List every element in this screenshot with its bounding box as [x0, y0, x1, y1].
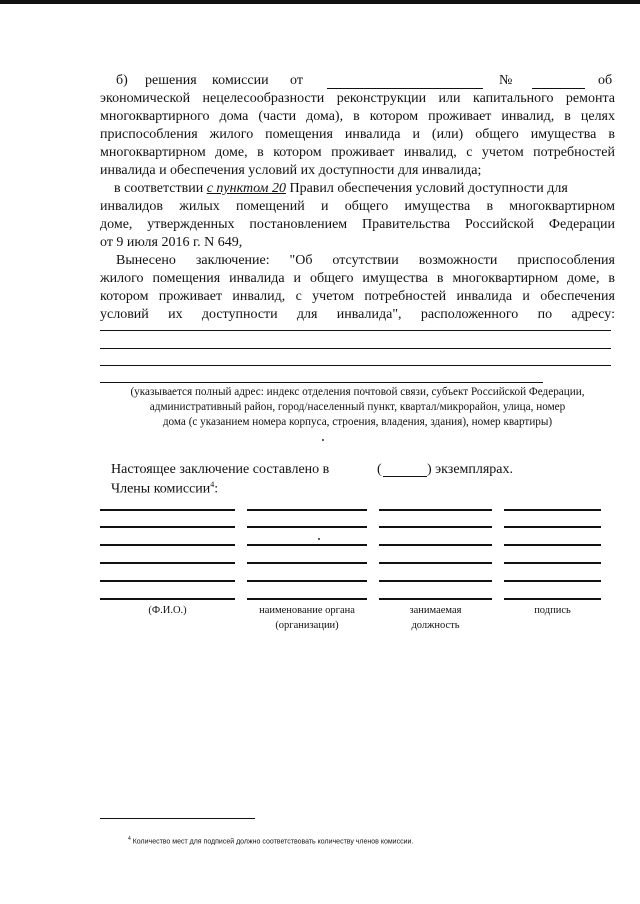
- decision-line: инвалида и обеспечения условий их доступности для инвалида;: [100, 163, 482, 178]
- decision-line: многоквартирном доме, в котором проживает инвалид, с учетом потребностей: [100, 145, 615, 160]
- basis-line: доме, утвержденных постановлением Правительства Российской Федерации: [100, 217, 615, 232]
- fio-line[interactable]: [100, 509, 235, 511]
- scan-speck: [322, 439, 324, 441]
- organization-line[interactable]: [247, 562, 367, 564]
- address-note: [100, 385, 615, 430]
- copies-count-blank[interactable]: [383, 462, 427, 477]
- organization-caption: [242, 603, 372, 633]
- members-label: [111, 480, 218, 497]
- footnote-rule: [100, 818, 255, 819]
- signature-line[interactable]: [504, 526, 601, 528]
- position-caption-line: занимаемая: [409, 605, 462, 616]
- organization-caption-line: наименование органа: [259, 605, 355, 616]
- position-line[interactable]: [379, 580, 492, 582]
- decision-date-blank: [327, 73, 483, 89]
- footnote-text: Количество мест для подписей должно соответствовать количеству членов комиссии.: [132, 838, 414, 846]
- members-label-colon: :: [214, 481, 219, 497]
- position-line[interactable]: [379, 598, 492, 600]
- scan-top-border: [0, 0, 640, 4]
- copies-open-paren: (: [377, 462, 382, 477]
- members-footnote-mark: 4: [210, 480, 215, 489]
- organization-line[interactable]: [247, 526, 367, 528]
- rule-link[interactable]: с пунктом 20: [206, 181, 286, 196]
- footnote-mark: 4: [128, 836, 131, 842]
- signature-line[interactable]: [504, 544, 601, 546]
- signature-line[interactable]: [504, 580, 601, 582]
- decision-word: об: [598, 73, 613, 88]
- fio-line[interactable]: [100, 562, 235, 564]
- basis-line: инвалидов жилых помещений и общего имущества в многоквартирном: [100, 199, 615, 214]
- members-label-text: Члены комиссии: [111, 481, 211, 497]
- signature-caption: подпись: [534, 605, 571, 616]
- address-line[interactable]: [100, 353, 611, 366]
- copies-suffix: ) экземплярах.: [427, 462, 514, 477]
- number-sign: №: [499, 73, 513, 88]
- signature-line[interactable]: [504, 598, 601, 600]
- address-note-line: административный район, город/населенный пункт, квартал/микрорайон, улица, номер: [149, 401, 566, 413]
- fio-line[interactable]: [100, 526, 235, 528]
- organization-caption-line: (организации): [275, 620, 339, 631]
- position-line[interactable]: [379, 562, 492, 564]
- basis-line: [114, 181, 568, 198]
- organization-line[interactable]: [247, 509, 367, 511]
- fio-caption: (Ф.И.О.): [148, 605, 187, 616]
- basis-line: от 9 июля 2016 г. N 649,: [100, 235, 243, 250]
- scan-speck: [318, 538, 320, 540]
- signature-line[interactable]: [504, 509, 601, 511]
- address-line[interactable]: [100, 370, 543, 383]
- decision-line: многоквартирного дома (части дома), в котором проживает инвалид, в целях: [100, 109, 615, 124]
- copies-statement: Настоящее заключение составлено в: [111, 462, 330, 477]
- decision-word: от: [290, 73, 303, 88]
- signature-line[interactable]: [504, 562, 601, 564]
- address-note-line: дома (с указанием номера корпуса, строения, владения, здания), номер квартиры): [162, 416, 553, 428]
- position-line[interactable]: [379, 544, 492, 546]
- position-caption-line: должность: [411, 620, 460, 631]
- basis-text: Правил обеспечения условий доступности для: [289, 181, 568, 196]
- decision-word: решения: [145, 73, 197, 88]
- position-line[interactable]: [379, 509, 492, 511]
- conclusion-line: Вынесено заключение: "Об отсутствии возможности приспособления: [116, 253, 615, 268]
- decision-item-letter: б): [116, 73, 128, 88]
- address-note-line: (указывается полный адрес: индекс отделения почтовой связи, субъект Российской Федерации,: [130, 386, 585, 398]
- decision-word: комиссии: [212, 73, 269, 88]
- conclusion-line: котором проживает инвалид, с учетом потребностей инвалида и обеспечения: [100, 289, 615, 304]
- organization-line[interactable]: [247, 544, 367, 546]
- position-caption: [379, 603, 492, 633]
- footnote: [128, 836, 413, 845]
- conclusion-line: жилого помещения инвалида и общего имущества в многоквартирном доме, в: [100, 271, 615, 286]
- fio-line[interactable]: [100, 580, 235, 582]
- basis-text: в соответствии: [114, 181, 204, 196]
- organization-line[interactable]: [247, 598, 367, 600]
- position-line[interactable]: [379, 526, 492, 528]
- address-line[interactable]: [100, 336, 611, 349]
- fio-line[interactable]: [100, 544, 235, 546]
- address-line[interactable]: [100, 318, 611, 331]
- conclusion-line: условий их доступности для инвалида", расположенного по адресу:: [100, 307, 615, 322]
- decision-number-blank: [532, 73, 585, 89]
- organization-line[interactable]: [247, 580, 367, 582]
- decision-line: приспособления жилого помещения инвалида и (или) общего имущества в: [100, 127, 615, 142]
- decision-line: экономической нецелесообразности реконструкции или капитального ремонта: [100, 91, 615, 106]
- fio-line[interactable]: [100, 598, 235, 600]
